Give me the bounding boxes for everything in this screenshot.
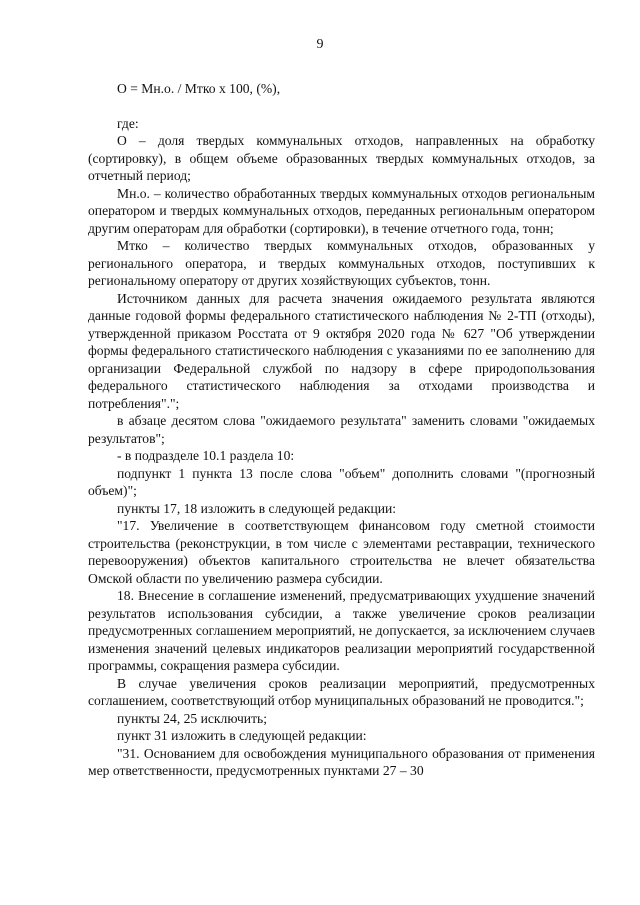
- paragraph-item-31: "31. Основанием для освобождения муниципального образования от применения мер ответственности, предусмотренных пунктами 27 – 30: [88, 745, 595, 778]
- paragraph-term-extension: В случае увеличения сроков реализации мероприятий, предусмотренных соглашением, соответствующий отбор муниципальных образований не проводится.";: [88, 675, 595, 708]
- paragraph-definition-mtko: Мтко – количество твердых коммунальных отходов, образованных у регионального оператора, и твердых коммунальных отходов, поступивших к региональному оператору от других хозяйствующих субъектов, тонн.: [88, 238, 595, 288]
- paragraph-where: где:: [117, 115, 139, 131]
- paragraph-item-17: "17. Увеличение в соответствующем финансовом году сметной стоимости строительства (реконструкции, в том числе с элементами реставрации, технического перевооружения) объектов капитального строительства не влечет обязательства Омской области по увеличению размера субсидии.: [88, 518, 595, 586]
- paragraph-items-24-25: пункты 24, 25 исключить;: [117, 710, 267, 726]
- page-number: 9: [316, 37, 324, 52]
- document-body: [88, 80, 595, 780]
- paragraph-item-18: 18. Внесение в соглашение изменений, предусматривающих ухудшение значений результатов использования субсидии, а также увеличение сроков реализации предусмотренных соглашением мероприятий, не допускается, за исключением случаев изменения значений целевых индикаторов реализации мероприятий государственной программы, сокращения размера субсидии.: [88, 588, 595, 673]
- paragraph-definition-o: О – доля твердых коммунальных отходов, направленных на обработку (сортировку), в общем объеме образованных твердых коммунальных отходов, за отчетный период;: [88, 133, 595, 183]
- paragraph-subclause-amendment: подпункт 1 пункта 13 после слова "объем" дополнить словами "(прогнозный объем)";: [88, 465, 595, 498]
- paragraph-items-17-18: пункты 17, 18 изложить в следующей редакции:: [117, 500, 397, 516]
- paragraph-definition-mno: Мн.о. – количество обработанных твердых коммунальных отходов региональным оператором и твердых коммунальных отходов, переданных региональным оператором другим операторам для обработки (сортировки), в течение отчетного года, тонн;: [88, 185, 595, 236]
- paragraph-amendment-tenth: в абзаце десятом слова "ожидаемого результата" заменить словами "ожидаемых результатов";: [88, 413, 595, 446]
- paragraph-data-source: Источником данных для расчета значения ожидаемого результата являются данные годовой формы федерального статистического наблюдения № 2-ТП (отходы), утвержденной приказом Росстата от 9 октября 2020 года № 627 "Об утверждении формы федерального статистического наблюдения с указаниями по ее заполнению для организации Федеральной службой по надзору в сфере природопользования федерального статистического наблюдения за отходами производства и потребления".";: [88, 290, 595, 411]
- paragraph-item-31-intro: пункт 31 изложить в следующей редакции:: [117, 728, 367, 743]
- paragraph-subsection-heading: - в подразделе 10.1 раздела 10:: [117, 448, 295, 463]
- formula-line: О = Мн.о. / Мтко х 100, (%),: [117, 81, 281, 96]
